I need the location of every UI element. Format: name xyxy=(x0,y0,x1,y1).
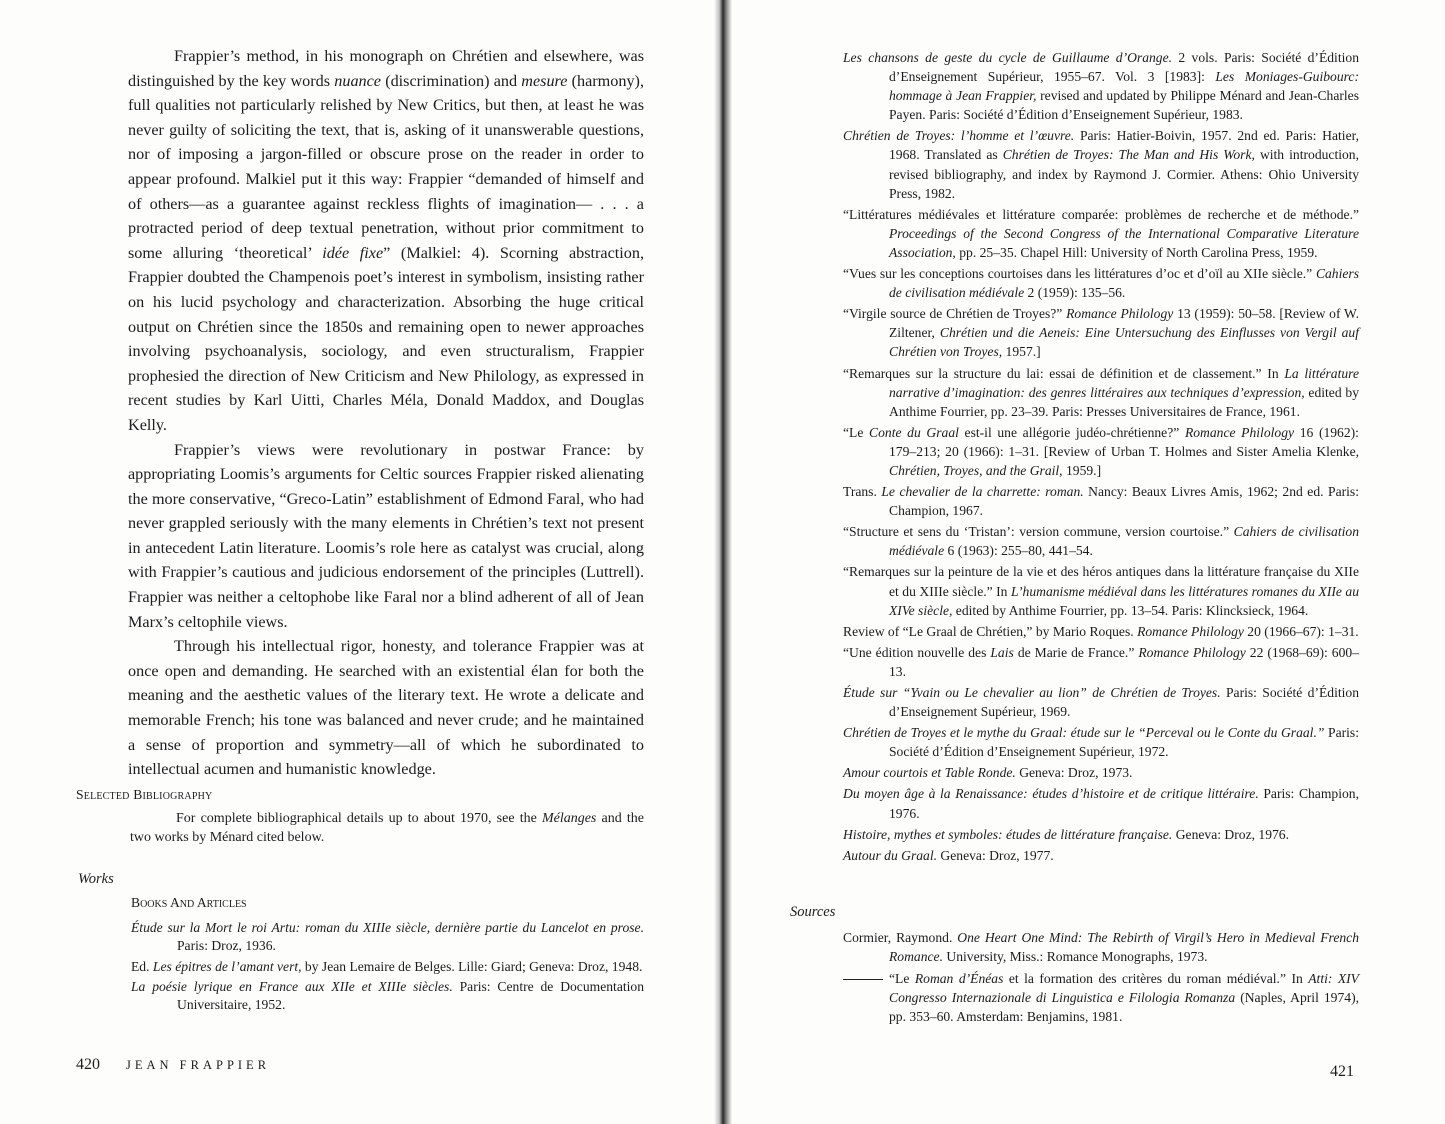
bibliography-entry: “Le Conte du Graal est-il une allégorie judéo-chrétienne?” Romance Philology 16 (1962): 179–213; 20 (1966): 1–31. [Review of Urban T. Holmes and Sister Amelia Klenke, Chrétien, Troyes, and the Grail, 1959.] xyxy=(843,424,1359,478)
body-text xyxy=(128,44,644,782)
bibliography-entry: Trans. Le chevalier de la charrette: roman. Nancy: Beaux Livres Amis, 1962; 2nd ed. Paris: Champion, 1967. xyxy=(843,484,1359,519)
bibliography-entry: “Littératures médiévales et littérature comparée: problèmes de recherche et de méthode.” Proceedings of the Second Congress of the International Comparative Literature Association, pp. 25–35. Chapel Hill: University of North Carolina Press, 1959. xyxy=(843,206,1359,260)
source-entry-text: “Le Roman d’Énéas et la formation des critères du roman médiéval.” In Atti: XIV Congresso Internazionale di Linguistica e Filologia Romanza (Naples, April 1974), pp. 353–60. Amsterdam: Benjamins, 1981. xyxy=(889,971,1359,1024)
body-paragraph: Through his intellectual rigor, honesty, and tolerance Frappier was at once open and demanding. He searched with an existential élan for both the meaning and the aesthetic values of the literary text. He wrote a delicate and memorable French; his tone was balanced and never crude; and he maintained a sense of proportion and symmetry—all of which he subordinated to intellectual acumen and humanistic knowledge. xyxy=(128,637,644,779)
sources-label: Sources xyxy=(790,904,836,920)
bibliography-entry: Amour courtois et Table Ronde. Geneva: Droz, 1973. xyxy=(843,765,1133,781)
left-footer xyxy=(76,1056,270,1074)
left-bibliography-list xyxy=(131,919,644,1017)
body-paragraph: Frappier’s method, in his monograph on Chrétien and elsewhere, was distinguished by the key words nuance (discrimination) and mesure (harmony), full qualities not particularly relished by New Critics, but then, at least he was never guilty of soliciting the text, that is, asking of it unanswerable questions, nor of imposing a jargon-filled or obscure prose on the reader in order to appear profound. Malkiel put it this way: Frappier “demanded of himself and of others—as a guarantee against reckless flights of imagination— . . . a protracted period of deep textual penetration, without prior commitment to some alluring ‘theoretical’ idée fixe” (Malkiel: 4). Scorning abstraction, Frappier doubted the Champenois poet’s interest in symbolism, insisting rather on his lucid psychology and characterization. Absorbing the huge critical output on Chrétien since the 1850s and remaining open to newer approaches involving psychoanalysis, sociology, and even structuralism, Frappier prophesied the direction of New Criticism and New Philology, as expressed in recent studies by Karl Uitti, Charles Méla, Donald Maddox, and Douglas Kelly. xyxy=(128,47,645,434)
bibliography-entry: Étude sur la Mort le roi Artu: roman du XIIIe siècle, dernière partie du Lancelot en prose. Paris: Droz, 1936. xyxy=(131,920,644,953)
page-number-right: 421 xyxy=(1330,1063,1354,1080)
works-label: Works xyxy=(78,871,114,887)
source-entry: Cormier, Raymond. One Heart One Mind: The Rebirth of Virgil’s Hero in Medieval French Romance. University, Miss.: Romance Monographs, 1973. xyxy=(843,930,1359,964)
bibliography-entry: “Structure et sens du ‘Tristan’: version commune, version courtoise.” Cahiers de civilisation médiévale 6 (1963): 255–80, 441–54. xyxy=(843,524,1359,559)
bibliography-entry: “Vues sur les conceptions courtoises dans les littératures d’oc et d’oïl au XIIe siècle.” Cahiers de civilisation médiévale 2 (1959): 135–56. xyxy=(843,266,1359,301)
bibliography-entry: Ed. Les épitres de l’amant vert, by Jean Lemaire de Belges. Lille: Giard; Geneva: Droz, 1948. xyxy=(131,958,643,974)
right-bibliography-list xyxy=(843,48,1359,867)
body-paragraph: Frappier’s views were revolutionary in postwar France: by appropriating Loomis’s arguments for Celtic sources Frappier risked alienating the more conservative, “Greco-Latin” establishment of Edmond Faral, who had never grappled seriously with the many elements in Chrétien’s text not present in antecedent Latin literature. Loomis’s role here as catalyst was crucial, along with Frappier’s cautious and judicious endorsement of the principles (Luttrell). Frappier was neither a celtophobe like Faral nor a blind adherent of all of Jean Marx’s celtophile views. xyxy=(128,440,644,631)
section-heading: Selected Bibliography xyxy=(76,787,213,802)
book-gutter xyxy=(714,0,732,1124)
bibliography-entry: “Remarques sur la peinture de la vie et des héros antiques dans la littérature française du XIIe et du XIIIe siècle.” In L’humanisme médiéval dans les littératures romanes du XIIe au XIVe siècle, edited by Anthime Fourrier, pp. 13–54. Paris: Klincksieck, 1964. xyxy=(843,564,1360,618)
bibliography-entry: Chrétien de Troyes: l’homme et l’œuvre. Paris: Hatier-Boivin, 1957. 2nd ed. Paris: Hatier, 1968. Translated as Chrétien de Troyes: The Man and His Work, with introduction, revised bibliography, and index by Raymond J. Cormier. Athens: Ohio University Press, 1982. xyxy=(843,128,1359,201)
bibliography-entry: Les chansons de geste du cycle de Guillaume d’Orange. 2 vols. Paris: Société d’Édition d’Enseignement Supérieur, 1955–67. Vol. 3 [1983]: Les Moniages-Guibourc: hommage à Jean Frappier, revised and updated by Philippe Ménard and Jean-Charles Payen. Paris: Société d’Édition d’Enseignement Supérieur, 1983. xyxy=(843,50,1360,123)
bibliography-entry: “Une édition nouvelle des Lais de Marie de France.” Romance Philology 22 (1968–69): 600–13. xyxy=(843,644,1359,679)
source-entry xyxy=(843,969,1359,1026)
bibliography-entry: Autour du Graal. Geneva: Droz, 1977. xyxy=(843,847,1054,863)
bibliography-entry: Du moyen âge à la Renaissance: études d’histoire et de critique littéraire. Paris: Champion, 1976. xyxy=(843,786,1359,821)
sources-list xyxy=(843,928,1359,1029)
books-heading: Books And Articles xyxy=(131,895,247,910)
bibliography-entry: Chrétien de Troyes et le mythe du Graal: étude sur le “Perceval ou le Conte du Graal.” Paris: Société d’Édition d’Enseignement Supérieur, 1972. xyxy=(843,725,1359,760)
bibliography-entry: “Remarques sur la structure du lai: essai de définition et de classement.” In La littérature narrative d’imagination: des genres littéraires aux techniques d’expression, edited by Anthime Fourrier, pp. 23–39. Paris: Presses Universitaires de France, 1961. xyxy=(843,365,1359,419)
bibliography-note: For complete bibliographical details up to about 1970, see the Mélanges and the two works by Ménard cited below. xyxy=(130,811,644,845)
bibliography-entry: Review of “Le Graal de Chrétien,” by Mario Roques. Romance Philology 20 (1966–67): 1–31. xyxy=(843,623,1359,639)
bibliography-entry: Étude sur “Yvain ou Le chevalier au lion” de Chrétien de Troyes. Paris: Société d’Édition d’Enseignement Supérieur, 1969. xyxy=(843,685,1359,720)
bibliography-entry: “Virgile source de Chrétien de Troyes?” Romance Philology 13 (1959): 50–58. [Review of W. Ziltener, Chrétien und die Aeneis: Eine Untersuchung des Einflusses von Vergil auf Chrétien von Troyes, 1957.] xyxy=(843,306,1360,360)
bibliography-entry: La poésie lyrique en France aux XIIe et XIIIe siècles. Paris: Centre de Documentation Universitaire, 1952. xyxy=(131,979,645,1013)
bibliography-entry: Histoire, mythes et symboles: études de littérature française. Geneva: Droz, 1976. xyxy=(843,826,1289,842)
ditto-rule xyxy=(843,979,883,980)
running-head: JEAN FRAPPIER xyxy=(126,1058,271,1072)
page-number-left: 420 xyxy=(76,1056,100,1073)
